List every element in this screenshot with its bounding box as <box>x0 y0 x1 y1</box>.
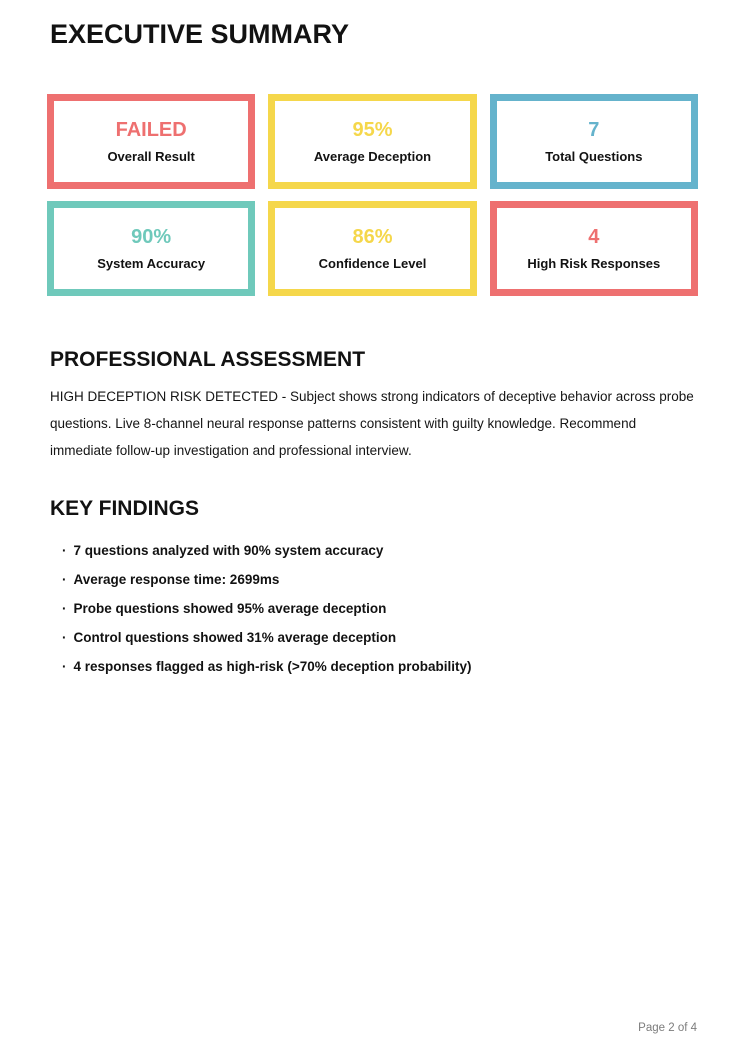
key-findings-heading: KEY FINDINGS <box>50 497 199 520</box>
finding-text: Average response time: 2699ms <box>73 572 280 587</box>
stat-card-total-questions <box>490 94 698 189</box>
stat-value: 7 <box>588 119 600 141</box>
stats-grid <box>47 94 698 296</box>
stat-label: High Risk Responses <box>527 256 661 271</box>
bullet-icon: · <box>62 601 67 616</box>
stat-label: Total Questions <box>545 149 643 164</box>
professional-assessment-heading: PROFESSIONAL ASSESSMENT <box>50 348 366 371</box>
stat-value: 90% <box>131 226 172 248</box>
stat-value: 95% <box>352 119 393 141</box>
page-number: Page 2 of 4 <box>638 1022 697 1034</box>
finding-item <box>62 544 695 558</box>
assessment-paragraph: HIGH DECEPTION RISK DETECTED - Subject shows strong indicators of deceptive behavior across probe questions. Live 8-channel neural response patterns consistent with guilty knowledge. Recommend immediate follow-up investigation and professional interview. <box>50 389 694 458</box>
bullet-icon: · <box>62 630 67 645</box>
stat-card-overall-result <box>47 94 255 189</box>
bullet-icon: · <box>62 572 67 587</box>
finding-item <box>62 573 695 587</box>
page-title: EXECUTIVE SUMMARY <box>50 19 350 49</box>
stat-label: System Accuracy <box>97 256 206 271</box>
key-findings-section <box>50 497 695 674</box>
stat-value: 4 <box>588 226 600 248</box>
finding-item <box>62 602 695 616</box>
stat-label: Overall Result <box>107 149 195 164</box>
finding-text: 7 questions analyzed with 90% system accuracy <box>73 543 384 558</box>
stat-card-high-risk-responses <box>490 201 698 296</box>
bullet-icon: · <box>62 543 67 558</box>
stat-card-average-deception <box>268 94 476 189</box>
finding-item <box>62 631 695 645</box>
finding-text: Control questions showed 31% average deception <box>73 630 397 645</box>
finding-item <box>62 660 695 674</box>
stat-card-system-accuracy <box>47 201 255 296</box>
stat-label: Confidence Level <box>318 256 427 271</box>
stat-value: FAILED <box>115 119 187 141</box>
stat-value: 86% <box>352 226 393 248</box>
finding-text: Probe questions showed 95% average deception <box>73 601 387 616</box>
stat-card-confidence-level <box>268 201 476 296</box>
finding-text: 4 responses flagged as high-risk (>70% deception probability) <box>73 659 472 674</box>
findings-list <box>50 544 695 674</box>
professional-assessment-section <box>50 348 695 464</box>
stat-label: Average Deception <box>313 149 432 164</box>
bullet-icon: · <box>62 659 67 674</box>
